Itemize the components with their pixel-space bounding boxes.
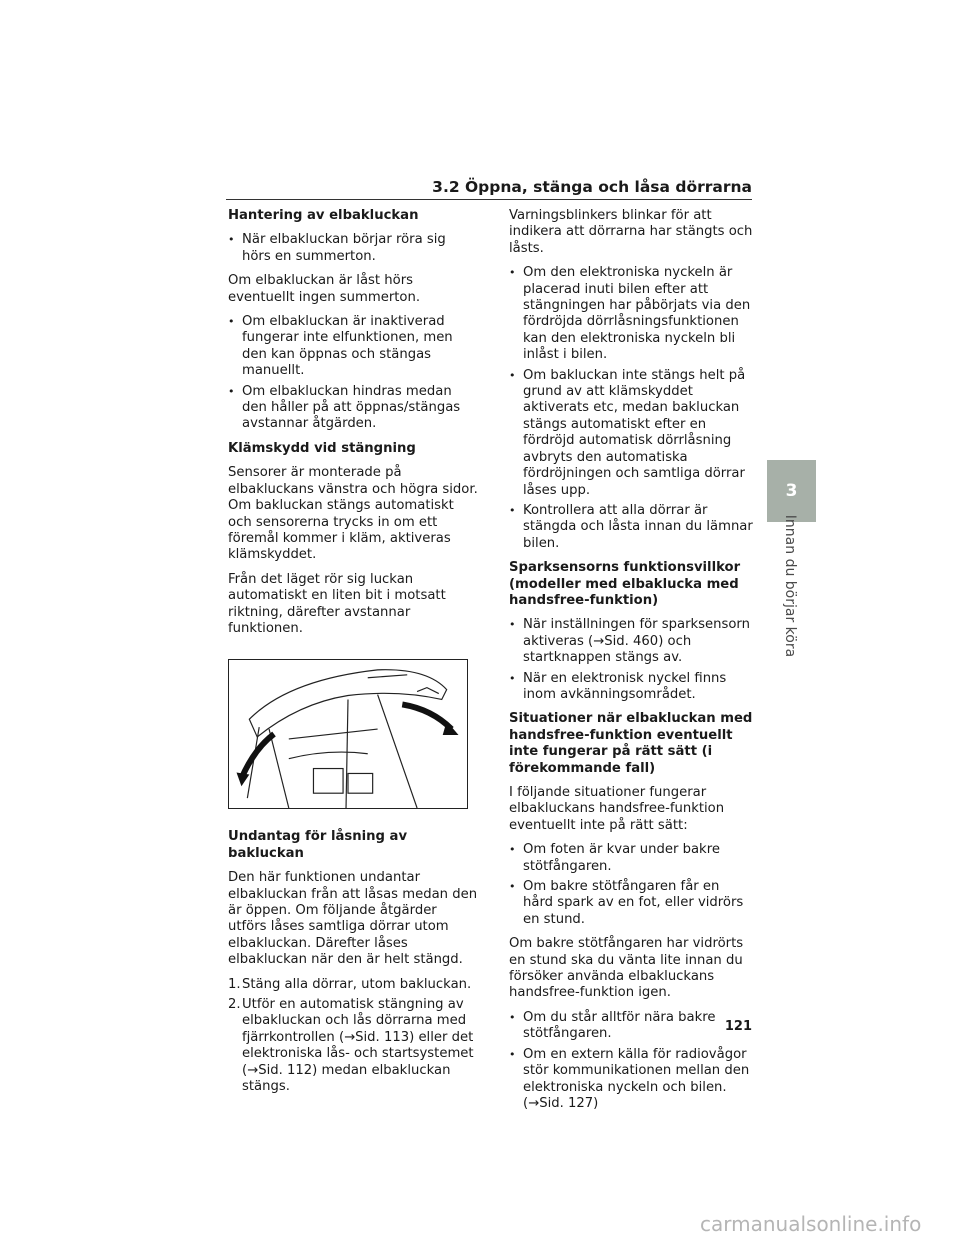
bullet-list bbox=[228, 314, 478, 433]
tailgate-illustration bbox=[228, 659, 468, 809]
heading-kick-sensor-conditions: Sparksensorns funktionsvillkor (modeller med elbaklucka med handsfree-funktion) bbox=[509, 560, 741, 608]
paragraph: Varningsblinkers blinkar för att indikera att dörrarna har stängts och låsts. bbox=[509, 208, 753, 256]
list-item: • Om du står alltför nära bakre stötfångaren. bbox=[509, 1010, 753, 1043]
heading-power-tailgate-handling: Hantering av elbakluckan bbox=[228, 208, 419, 223]
numbered-list bbox=[228, 977, 478, 1096]
paragraph: Från det läget rör sig luckan automatiskt en liten bit i motsatt riktning, därefter avstannar funktionen. bbox=[228, 571, 446, 636]
bullet-list bbox=[509, 265, 753, 552]
list-item: • När en elektronisk nyckel finns inom avkänningsområdet. bbox=[509, 671, 753, 704]
page-number: 121 bbox=[724, 1019, 752, 1034]
heading-handsfree-situations: Situationer när elbakluckan med handsfree-funktion eventuellt inte fungerar på rätt sätt (i förekommande fall) bbox=[509, 711, 753, 776]
header-rule bbox=[226, 199, 752, 200]
section-header: 3.2 Öppna, stänga och låsa dörrarna bbox=[432, 178, 752, 196]
bullet-list bbox=[228, 232, 478, 265]
list-item: • När inställningen för sparksensorn aktiveras (→Sid. 460) och startknappen stängs av. bbox=[509, 617, 753, 666]
paragraph: Den här funktionen undantar elbakluckan från att låsas medan den är öppen. Om följande åtgärder utförs låses samtliga dörrar utom elbakluckan. Därefter låses elbakluckan när den är helt stängd. bbox=[228, 870, 478, 968]
bullet-list bbox=[509, 617, 753, 703]
bullet-list bbox=[509, 842, 753, 928]
chapter-title: Innan du börjar köra bbox=[782, 514, 798, 658]
list-item: • Om elbakluckan är inaktiverad fungerar inte elfunktionen, men den kan öppnas och stängas manuellt. bbox=[228, 314, 478, 380]
heading-lock-exception: Undantag för låsning av bakluckan bbox=[228, 829, 408, 861]
paragraph: Sensorer är monterade på elbakluckans vänstra och högra sidor. Om bakluckan stängs automatiskt och sensorerna trycks in om ett föremål kommer i kläm, aktiveras klämskyddet. bbox=[228, 465, 478, 563]
tailgate-pinch-sensor-icon bbox=[229, 660, 467, 808]
list-item: • Om bakluckan inte stängs helt på grund av att klämskyddet aktiverats etc, medan bakluckan stängs automatiskt efter en fördröjd automatisk dörrlåsning avbryts den automatiska fördröjningen och samtliga dörrar låses upp. bbox=[509, 368, 753, 499]
list-item: • När elbakluckan börjar röra sig hörs en summerton. bbox=[228, 232, 478, 265]
list-item: • Om foten är kvar under bakre stötfångaren. bbox=[509, 842, 753, 875]
list-item: 1. Stäng alla dörrar, utom bakluckan. bbox=[228, 976, 472, 992]
paragraph: Om elbakluckan är låst hörs eventuellt ingen summerton. bbox=[228, 273, 421, 305]
right-column bbox=[509, 208, 753, 1120]
list-item: 2. Utför en automatisk stängning av elbakluckan och lås dörrarna med fjärrkontrollen (→Sid. 113) eller det elektroniska lås- och startsystemet (→Sid. 112) medan elbakluckan stängs. bbox=[228, 997, 474, 1095]
list-item: • Om en extern källa för radiovågor stör kommunikationen mellan den elektroniska nyckeln och bilen. (→Sid. 127) bbox=[509, 1047, 753, 1113]
heading-jam-protection: Klämskydd vid stängning bbox=[228, 440, 416, 456]
list-item: • Om den elektroniska nyckeln är placerad inuti bilen efter att stängningen har påbörjats via den fördröjda dörrlåsningsfunktionen kan den elektroniska nyckeln bli inlåst i bilen. bbox=[509, 265, 753, 363]
paragraph: I följande situationer fungerar elbakluckans handsfree-funktion eventuellt inte på rätt sätt: bbox=[509, 785, 725, 833]
chapter-tab[interactable]: 3 bbox=[767, 460, 816, 522]
list-item: • Kontrollera att alla dörrar är stängda och låsta innan du lämnar bilen. bbox=[509, 503, 753, 552]
list-item: • Om elbakluckan hindras medan den håller på att öppnas/stängas avstannar åtgärden. bbox=[228, 384, 478, 433]
list-item: • Om bakre stötfångaren får en hård spark av en fot, eller vidrörs en stund. bbox=[509, 879, 753, 928]
paragraph: Om bakre stötfångaren har vidrörts en stund ska du vänta lite innan du försöker använda elbakluckans handsfree-funktion igen. bbox=[509, 936, 744, 1001]
left-column bbox=[228, 208, 478, 1103]
watermark: carmanualsonline.info bbox=[700, 1212, 922, 1236]
